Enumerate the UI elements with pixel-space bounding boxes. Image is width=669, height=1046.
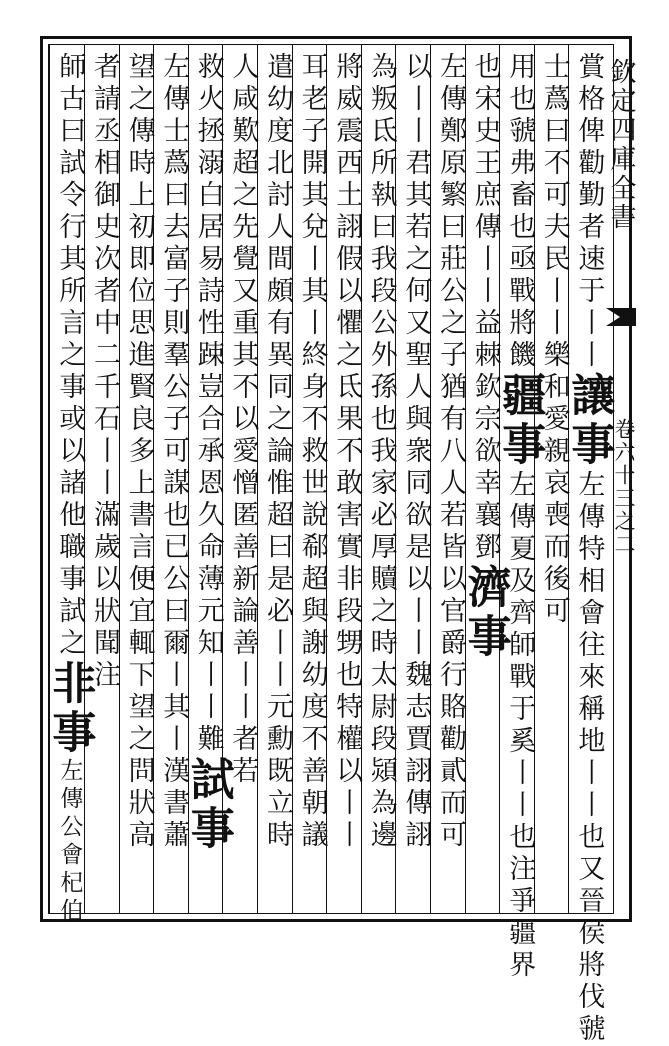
text-segment: 左傳特相會往來稱地丨丨也又晉侯將伐虢 [573,470,605,1046]
text-segment: 救火拯溺白居易詩性踈豈合承恩久命薄元知丨丨難 [192,52,224,756]
text-segment: 也亟戰將饑 [504,212,536,372]
text-segment: 左傳公會杞伯 [56,758,83,926]
text-segment: 者請丞相御史次者中二千石丨丨滿歲以狀聞注 [89,52,120,692]
text-column [563,52,615,1046]
text-column [327,52,365,912]
text-column [459,52,511,912]
text-segment: 將威震西土詡假以懼之氐果不敢害實非段甥也特權以丨丨 [331,52,363,852]
text-segment: 左傳鄭原繁曰莊公之子猶有八人若皆以官爵行賂勸貳而可 [435,52,466,852]
volume-label: 卷六十三之二 [612,418,636,556]
text-column [535,52,573,912]
text-segment: 用也虢弗畜 [504,52,536,212]
text-column [431,52,469,912]
book-title: 欽定四庫全書 [606,58,636,232]
text-segment: 以丨丨君其若之何又聖人與衆同欲是以丨丨魏志賈詡傳詡 [400,52,432,852]
text-segment: 師古曰試令行其所言之事或以諸他職事試之 [54,52,86,660]
text-segment: 士蔿曰不可夫民丨丨樂和愛親哀喪而後可 [538,52,570,628]
text-segment: 遣幼度北討人間頗有異同之論惟超曰是必丨丨元勳既立時 [262,52,293,852]
text-column [362,52,400,912]
text-segment: 耳老子開其兌丨其丨終身不救世說郗超與謝幼度不善朝議 [296,52,328,852]
text-segment: 為叛氐所執曰我段公外孫也我家必厚贖之時太尉段熲為邊 [365,52,397,852]
text-column [85,52,123,912]
text-column [120,52,158,912]
headword: 試事 [182,756,234,854]
headword: 濟事 [459,564,511,662]
text-column [494,52,546,982]
headword: 疆事 [494,372,546,470]
text-column [44,52,96,926]
text-segment: 望之傳時上初即位思進賢良多上書言便宜輒下望之問狀高 [123,52,155,852]
text-column [154,52,192,912]
text-column [182,52,234,912]
text-segment: 人咸歎超之先覺又重其不以愛憎匿善新論善丨丨者若 [227,52,259,788]
text-column [396,52,434,912]
text-segment: 也宋史王庶傳丨丨益棘欽宗欲幸襄鄧 [469,52,501,564]
fish-tail-mark-icon [606,304,636,330]
text-segment: 者速于丨丨 [573,212,605,372]
text-column [293,52,331,912]
text-segment: 賞格俾勸勤 [573,52,605,212]
text-segment: 左傳士蔿曰去富子則羣公子可謀也已公曰爾丨其丨漢書蕭 [158,52,190,852]
text-segment: 左傳夏及齊師戰于奚丨丨也注爭疆界 [504,470,536,982]
headword: 讓事 [563,372,615,470]
text-column [258,52,296,912]
headword: 非事 [44,660,96,758]
